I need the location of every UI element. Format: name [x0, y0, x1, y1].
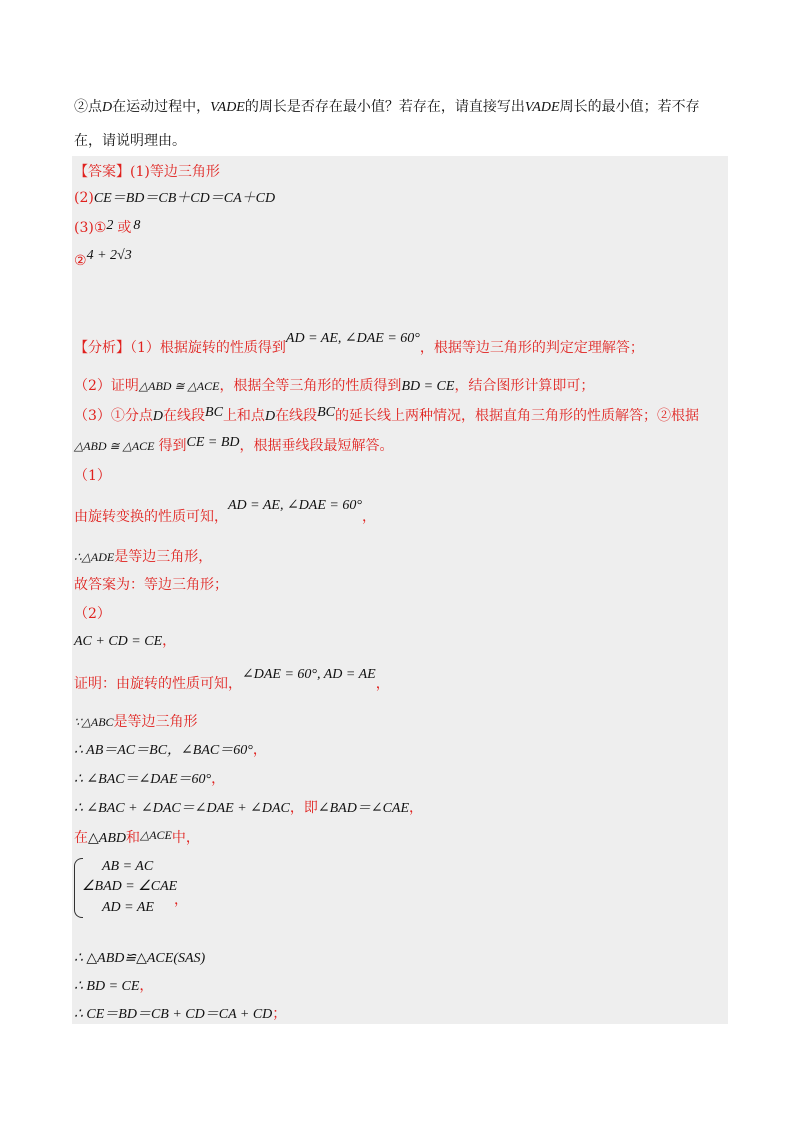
solution-punct: ，: [211, 771, 226, 787]
solution-math: ∴ ∠BAC＝∠DAE＝60°: [74, 772, 212, 787]
question-line-1: [74, 97, 700, 118]
solution-math: ∴ ∠BAC + ∠DAC＝∠DAE + ∠DAC: [74, 801, 290, 816]
solution-line-13: [74, 976, 153, 997]
answer-math: 4 + 2√3: [86, 248, 132, 263]
question-line-2: 在，请说明理由。: [74, 133, 186, 149]
answer-2: [74, 188, 275, 209]
triangle-ade: VADE: [210, 100, 245, 115]
answer-3: [74, 218, 140, 239]
solution-punct: ，: [361, 509, 376, 525]
analysis-text: （2）证明: [74, 378, 139, 394]
analysis-math: AD = AE, ∠DAE = 60°: [285, 331, 420, 346]
solution-line-1: [74, 498, 376, 528]
solution-text: 是等边三角形: [113, 714, 198, 730]
analysis-text: 在线段: [163, 408, 206, 424]
answer-4: [74, 248, 132, 272]
system-equation-1: AB = AC: [102, 859, 154, 874]
solution-line-6: [74, 667, 390, 695]
analysis-line-3: [74, 406, 699, 427]
solution-math: ∠DAE = 60°, AD = AE: [242, 667, 376, 682]
question-text: 周长的最小值；若不存: [559, 99, 700, 115]
solution-line-7: [74, 712, 198, 732]
solution-line-11: [74, 828, 200, 849]
analysis-text: （3）①分点: [74, 408, 153, 424]
solution-punct: ，: [162, 633, 177, 649]
solution-math: ∴ BD = CE: [74, 979, 140, 994]
solution-punct: ；: [272, 1006, 287, 1022]
solution-text: ，即: [289, 800, 318, 816]
answer-or: 或: [117, 220, 132, 236]
answer-label: 【答案】(1)等边三角形: [74, 164, 220, 180]
system-equation-3: AD = AE: [102, 900, 154, 915]
segment-bc: BC: [205, 405, 223, 420]
solution-math: AC + CD = CE: [74, 634, 163, 649]
system-equation-2: ∠BAD = ∠CAE: [82, 879, 178, 894]
solution-math: △ABD: [88, 831, 126, 846]
segment-bc: BC: [317, 405, 335, 420]
question-text: 的周长是否存在最小值？若存在，请直接写出: [244, 99, 525, 115]
analysis-text: ，结合图形计算即可；: [454, 378, 595, 394]
solution-math: ∴ △ABD≌△ACE(SAS): [74, 951, 206, 966]
solution-punct: ，: [252, 742, 267, 758]
solution-text: 中，: [171, 830, 200, 846]
solution-text: 和: [125, 830, 140, 846]
solution-line-2: [74, 547, 212, 567]
answer-prefix: (3)①: [74, 220, 107, 236]
analysis-math: △ABD ≅ △ACE: [138, 379, 220, 393]
solution-line-9: [74, 769, 225, 790]
system-comma: ，: [174, 892, 188, 908]
analysis-line-1: [74, 331, 644, 359]
analysis-text: 【分析】（1）根据旋转的性质得到: [74, 340, 286, 356]
answer-prefix: (2): [74, 190, 94, 206]
analysis-math: BD = CE: [401, 379, 455, 394]
solution-line-5: [74, 631, 176, 652]
solution-text: 在: [74, 830, 88, 846]
question-text: 在运动过程中，: [112, 99, 211, 115]
analysis-text: 在线段: [275, 408, 318, 424]
analysis-text: 上和点: [222, 408, 265, 424]
solution-math: ∵△ABC: [74, 715, 114, 729]
solution-part-1-label: （1）: [74, 468, 111, 484]
question-text: ②点: [74, 99, 102, 115]
solution-line-12: [74, 948, 205, 969]
analysis-text: ，根据全等三角形的性质得到: [219, 378, 402, 394]
analysis-text: ，根据等边三角形的判定定理解答；: [419, 340, 644, 356]
analysis-math: △ABD ≅ △ACE: [74, 439, 155, 453]
solution-punct: ，: [139, 978, 154, 994]
answer-prefix: ②: [74, 253, 87, 269]
point-d: D: [102, 100, 113, 115]
analysis-line-2: [74, 376, 594, 397]
solution-math: ∴ AB＝AC＝BC，∠BAC＝60°: [74, 743, 253, 758]
solution-text: 证明：由旋转的性质可知，: [74, 676, 242, 692]
analysis-line-4: [74, 436, 394, 457]
solution-math: ∠BAD＝∠CAE: [317, 801, 410, 816]
solution-line-3: 故答案为：等边三角形；: [74, 577, 228, 593]
analysis-text: 得到: [158, 438, 187, 454]
answer-value: 8: [133, 218, 141, 233]
solution-math: ∴△ADE: [74, 550, 115, 564]
solution-line-8: [74, 740, 267, 761]
triangle-ade: VADE: [524, 100, 560, 115]
answer-math: CE＝BD＝CB＋CD＝CA＋CD: [93, 191, 276, 206]
point-d: D: [264, 409, 276, 424]
solution-math: ∴ CE＝BD＝CB + CD＝CA + CD: [74, 1007, 273, 1022]
solution-line-10: [74, 798, 423, 819]
solution-line-14: [74, 1004, 286, 1025]
analysis-math: CE = BD: [186, 435, 240, 450]
point-d: D: [152, 409, 164, 424]
solution-text: 由旋转变换的性质可知，: [74, 509, 228, 525]
solution-text: 是等边三角形，: [114, 549, 213, 565]
solution-math: AD = AE, ∠DAE = 60°: [228, 498, 362, 513]
analysis-text: ，根据垂线段最短解答。: [239, 438, 394, 454]
analysis-text: 的延长线上两种情况，根据直角三角形的性质解答；②根据: [334, 408, 699, 424]
solution-part-2-label: （2）: [74, 606, 111, 622]
solution-punct: ，: [375, 676, 390, 692]
solution-math: △ACE: [139, 828, 172, 842]
answer-value: 2: [106, 218, 114, 233]
solution-punct: ，: [409, 800, 424, 816]
